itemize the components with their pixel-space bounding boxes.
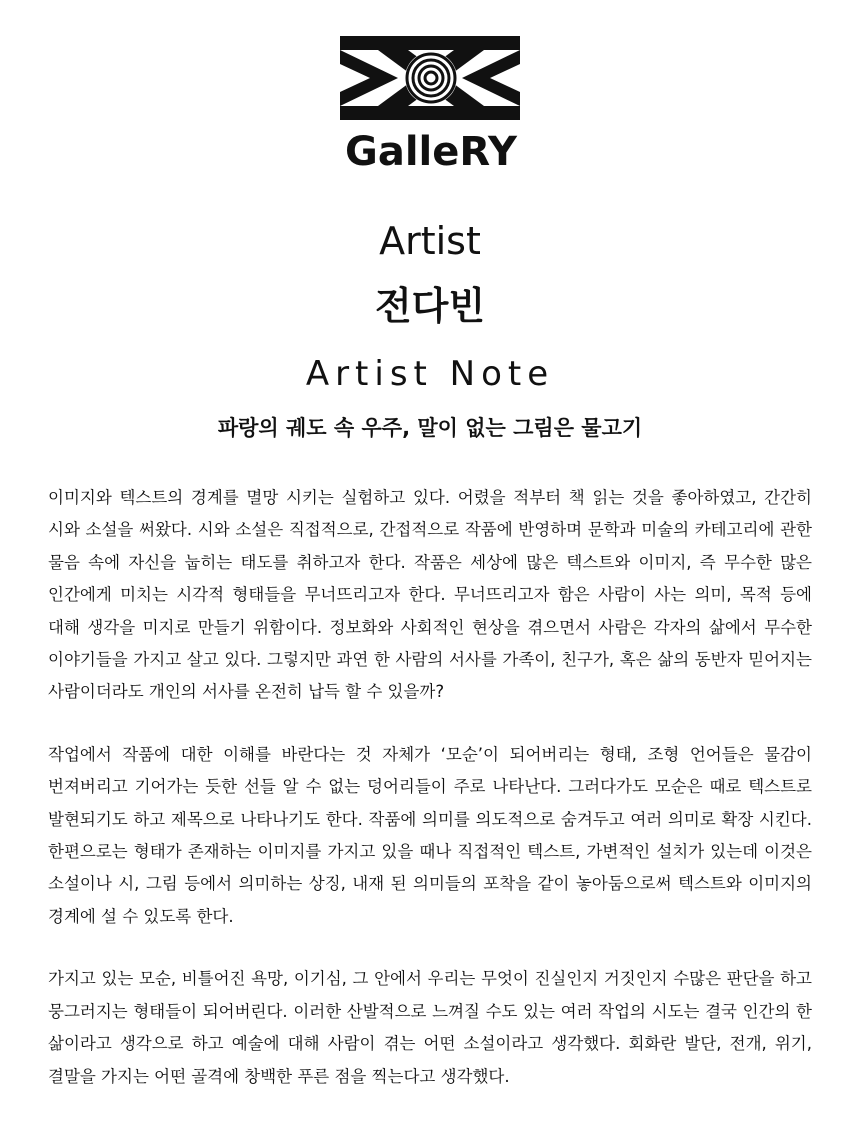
note-paragraph-3: 가지고 있는 모순, 비틀어진 욕망, 이기심, 그 안에서 우리는 무엇이 진실인지 거짓인지 수많은 판단을 하고 뭉그러지는 형태들이 되어버린다. 이러한 산발적으로 느껴질 수도 있는 여러 작업의 시도는 결국 인간의 한 삶이라고 생각으로 하고 예술에 대해 사람이 겪는 어떤 소설이라고 생각했다. 회화란 발단, 전개, 위기, 결말을 가지는 어떤 골격에 창백한 푸른 점을 찍는다고 생각했다. (48, 969, 812, 1086)
artist-note-title: 파랑의 궤도 속 우주, 말이 없는 그림은 물고기 (217, 416, 643, 440)
gallery-wordmark: GalleRY (345, 129, 517, 175)
zigzag-concentric-circle-logo-icon (338, 34, 524, 126)
artist-note-body (48, 482, 812, 1123)
artist-note-label: Artist Note (305, 354, 555, 394)
note-paragraph-2: 작업에서 작품에 대한 이해를 바란다는 것 자체가 ‘모순’이 되어버리는 형태, 조형 언어들은 물감이 번져버리고 기어가는 듯한 선들 알 수 없는 덩어리들이 주로 나타난다. 그러다가도 모순은 때로 텍스트로 발현되기도 하고 제목으로 나타나기도 한다. 작품에 의미를 의도적으로 숨겨두고 여러 의미로 확장 시킨다. 한편으로는 형태가 존재하는 이미지를 가지고 있을 때나 직접적인 텍스트, 가변적인 설치가 있는데 이것은 소설이나 시, 그림 등에서 의미하는 상징, 내재 된 의미들의 포착을 같이 놓아둠으로써 텍스트와 이미지의 경계에 설 수 있도록 한다. (48, 744, 812, 926)
note-paragraph-1: 이미지와 텍스트의 경계를 멸망 시키는 실험하고 있다. 어렸을 적부터 책 읽는 것을 좋아하였고, 간간히 시와 소설을 써왔다. 시와 소설은 직접적으로, 간접적으로 작품에 반영하며 문학과 미술의 카테고리에 관한 물음 속에 자신을 눕히는 태도를 취하고자 한다. 작품은 세상에 많은 텍스트와 이미지, 즉 무수한 많은 인간에게 미치는 시각적 형태들을 무너뜨리고자 한다. 무너뜨리고자 함은 사람이 사는 의미, 목적 등에 대해 생각을 미지로 만들기 위함이다. 정보화와 사회적인 현상을 겪으면서 사람은 각자의 삶에서 무수한 이야기들을 가지고 살고 있다. 그렇지만 과연 한 사람의 서사를 가족이, 친구가, 혹은 삶의 동반자 믿어지는 사람이더라도 개인의 서사를 온전히 납득 할 수 있을까? (48, 488, 813, 702)
artist-name: 전다빈 (374, 284, 486, 328)
gallery-logo (338, 34, 524, 176)
artist-label: Artist (379, 219, 481, 263)
